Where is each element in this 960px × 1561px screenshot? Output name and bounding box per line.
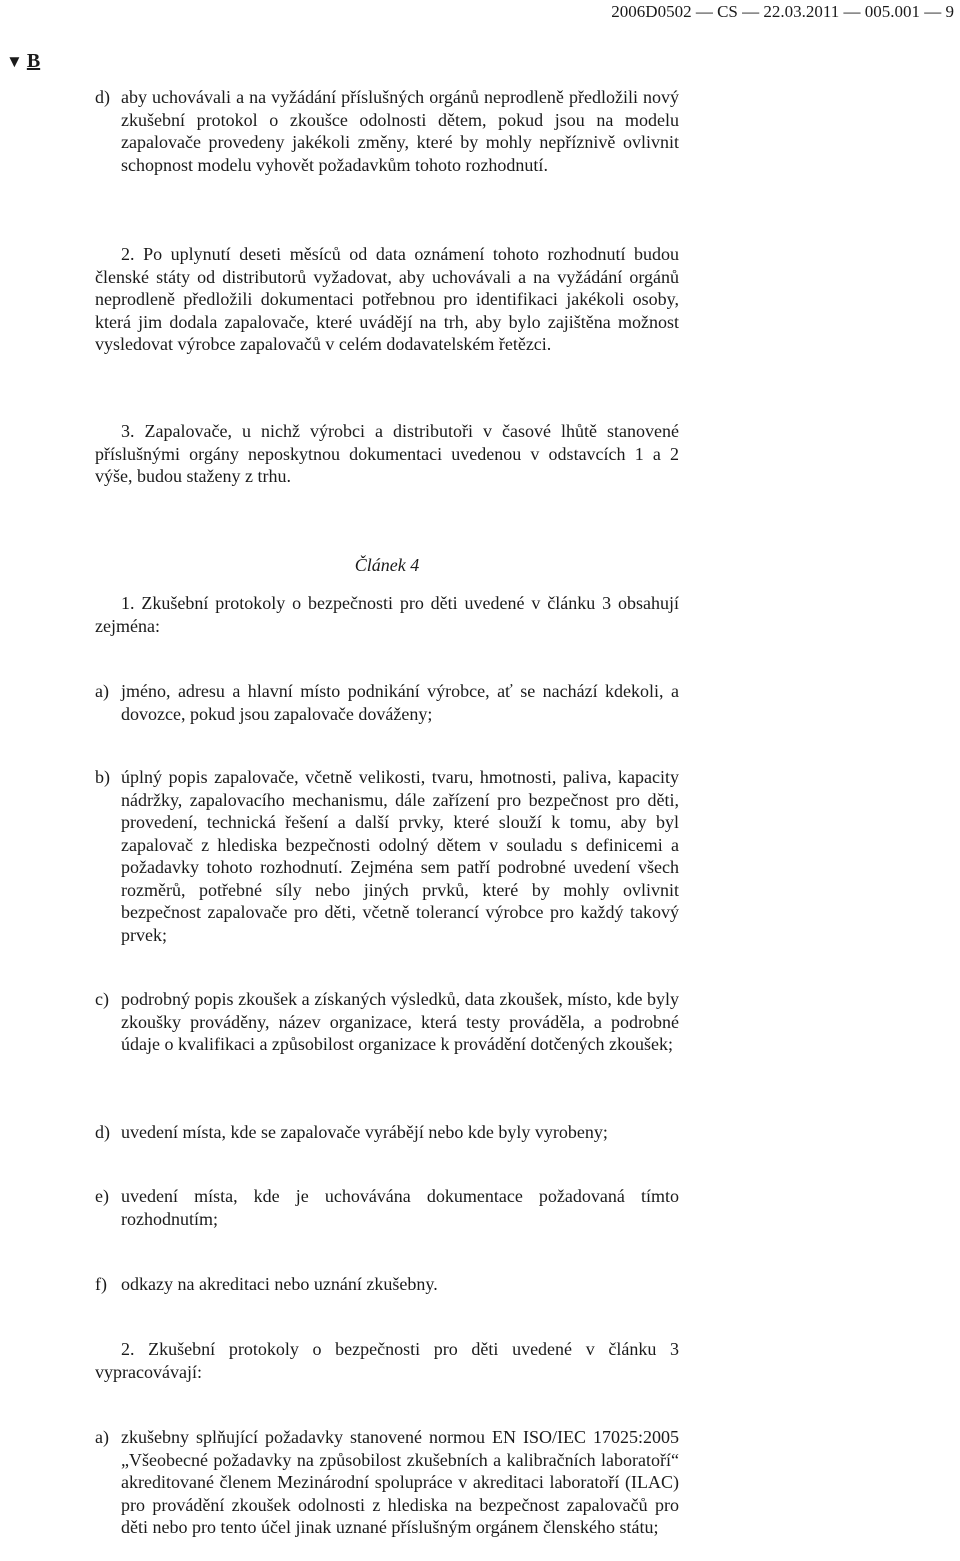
paragraph-text: Po uplynutí deseti měsíců od data oznámení tohoto rozhodnutí budou členské státy od distributorů vyžadovat, aby uchovávali a na vyžádání orgánů neprodleně předložili dokumentaci potřebnou pro identifikaci jakékoli osoby, která jim dodala zapalovače, které uvádějí na trh, aby bylo zajištěna možnost vysledovat výrobce zapalovačů v celém dodavatelském řetězci.: [95, 244, 680, 354]
list-item-a2: [95, 1426, 679, 1539]
item-text: aby uchovávali a na vyžádání příslušných orgánů neprodleně předložili nový zkušební protokol o zkoušce odolnosti dětem, pokud jsou na modelu zapalovače provedeny jakékoli změny, které by mohly nepříznivě ovlivnit schopnost modelu vyhovět požadavkům tohoto rozhodnutí.: [121, 87, 679, 175]
list-item-d: [95, 86, 679, 176]
paragraph-text: Zapalovače, u nichž výrobci a distributoři v časové lhůtě stanovené příslušnými orgány neposkytnou dokumentaci uvedenou v odstavcích 1 a 2 výše, budou staženy z trhu.: [95, 421, 679, 486]
item-text: uvedení místa, kde se zapalovače vyrábějí nebo kde byly vyrobeny;: [121, 1122, 608, 1142]
list-item-e: [95, 1185, 679, 1230]
item-label: a): [95, 681, 109, 701]
article-4-paragraph-1: [95, 592, 679, 637]
item-text: úplný popis zapalovače, včetně velikosti, tvaru, hmotnosti, paliva, kapacity nádržky, zapalovacího mechanismu, dále zařízení pro bezpečnost pro děti, provedení, technická řešení a další prvky, které slouží k tomu, aby byl zapalovač z hlediska bezpečnosti odolný dětem v souladu s definicemi a požadavky tohoto rozhodnutí. Zejména sem patří podrobné uvedení všech rozměrů, potřebné síly nebo jiných prvků, které by mohly ovlivnit bezpečnost zapalovače pro děti, včetně tolerancí výrobce pro každý takový prvek;: [121, 767, 679, 945]
item-label: a): [95, 1427, 109, 1447]
list-item-b: [95, 766, 679, 946]
list-item-f: [95, 1273, 679, 1296]
item-text: jméno, adresu a hlavní místo podnikání výrobce, ať se nachází kdekoli, a dovozce, pokud jsou zapalovače dováženy;: [121, 681, 679, 724]
list-item-c: [95, 988, 679, 1056]
paragraph-label: 3.: [121, 421, 135, 441]
paragraph-2: [95, 243, 679, 356]
paragraph-text: Zkušební protokoly o bezpečnosti pro děti uvedené v článku 3 obsahují zejména:: [95, 593, 679, 636]
list-item-a: [95, 680, 679, 725]
item-text: odkazy na akreditaci nebo uznání zkušebny.: [121, 1274, 438, 1294]
item-label: c): [95, 989, 109, 1009]
item-text: uvedení místa, kde je uchovávána dokumentace požadovaná tímto rozhodnutím;: [121, 1186, 679, 1229]
paragraph-label: 2.: [121, 244, 135, 264]
article-4-paragraph-2: [95, 1338, 679, 1383]
list-item-d2: [95, 1121, 679, 1144]
paragraph-text: Zkušební protokoly o bezpečnosti pro děti uvedené v článku 3 vypracovávají:: [95, 1339, 680, 1382]
item-label: f): [95, 1274, 107, 1294]
item-label: b): [95, 767, 110, 787]
page-header: 2006D0502 — CS — 22.03.2011 — 005.001 — 9: [611, 2, 954, 21]
item-label: e): [95, 1186, 109, 1206]
item-label: d): [95, 87, 110, 107]
article-title: Článek 4: [354, 555, 420, 575]
item-text: zkušebny splňující požadavky stanovené normou EN ISO/IEC 17025:2005 „Všeobecné požadavky na způsobilost zkušebních a kalibračních laboratoří“ akreditované členem Mezinárodní spolupráce v akreditaci laboratoří (ILAC) pro provádění zkoušek odolnosti z hlediska na bezpečnost zapalovačů pro děti nebo pro tento účel jinak uznané příslušným orgánem členského státu;: [121, 1427, 679, 1537]
triangle-down-icon: ▼: [6, 52, 23, 71]
item-label: d): [95, 1122, 110, 1142]
paragraph-3: [95, 420, 679, 488]
marker-letter: B: [26, 50, 41, 72]
item-text: podrobný popis zkoušek a získaných výsledků, data zkoušek, místo, kde byly zkoušky prováděny, název organizace, která testy prováděla, a podrobné údaje o kvalifikaci a způsobilost organizace k provádění dotčených zkoušek;: [121, 989, 679, 1054]
paragraph-label: 1.: [121, 593, 135, 613]
section-marker: [6, 50, 40, 73]
paragraph-label: 2.: [121, 1339, 135, 1359]
